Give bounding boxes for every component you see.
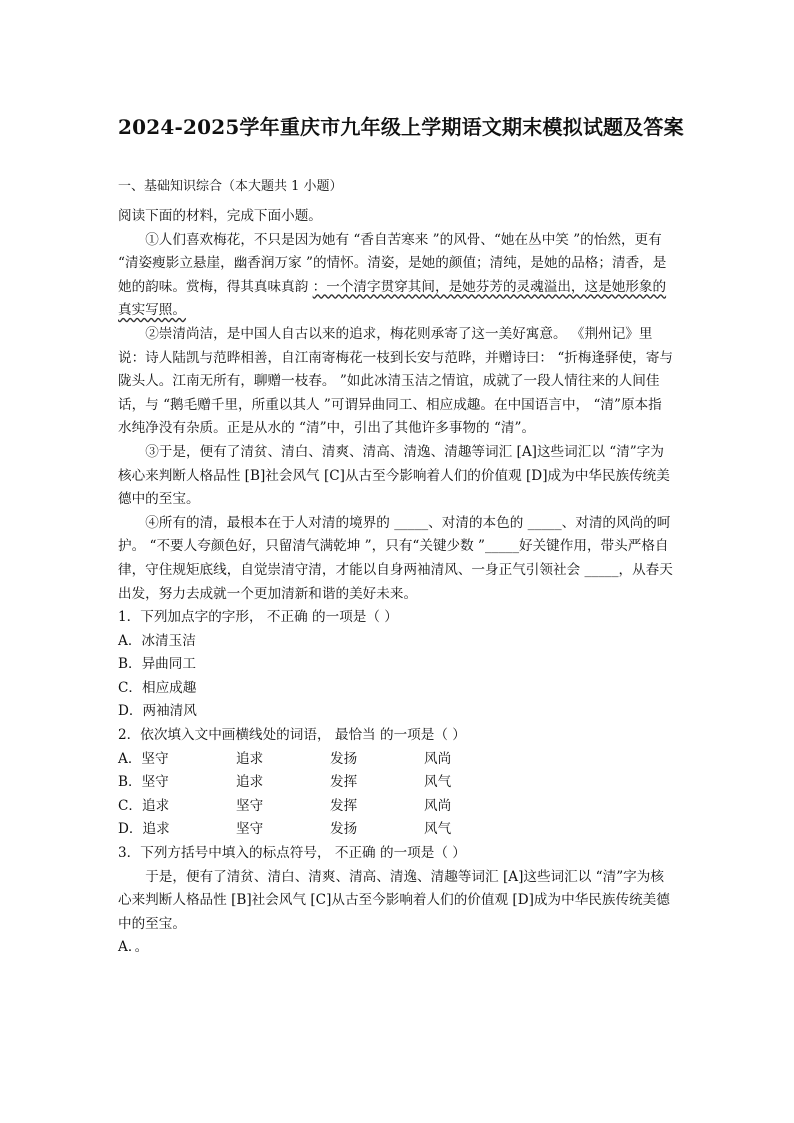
option-cell: 风尚 [424,797,452,814]
question-3-text: 于是，便有了清贫、清白、清爽、清高、清逸、清趣等词汇 [A]这些词汇以 “清”字为核心来判断人格品性 [B]社会风气 [C]从古至今影响着人们的价值观 [D]成为中华民族传统美德中的至宝。 [118,868,670,932]
question-3-option-a: A．。 [118,939,149,956]
option-cell: 坚守 [236,821,264,838]
option-cell: 发挥 [330,797,358,814]
question-2-option-d [118,818,674,842]
option-cell: B．坚守 [118,774,169,791]
option-cell: 风尚 [424,750,452,767]
option-cell: 风气 [424,821,452,838]
question-1: 1．下列加点字的字形， 不正确 的一项是（ ） [118,609,398,626]
option-cell: 发扬 [330,821,358,838]
option-cell: 追求 [236,750,264,767]
section-heading: 一、基础知识综合（本大题共 1 小题） [118,179,343,194]
option-cell: 追求 [236,774,264,791]
option-cell: D．追求 [118,821,170,838]
document-title: 2024-2025学年重庆市九年级上学期语文期末模拟试题及答案 [118,115,684,139]
option-cell: 发扬 [330,750,358,767]
option-cell: 发挥 [330,774,358,791]
paragraph-1-text: ①人们喜欢梅花，不只是因为她有 “香自苦寒来 ”的风骨、“她在丛中笑 ”的怡然，更有 “清姿瘦影立悬崖，幽香润万家 ”的情怀。清姿，是她的颜值；清纯，是她的品格；清香，是她的韵味。赏梅，得其真味真韵 [118,231,667,295]
question-1-option-d: D．两袖清风 [118,703,197,720]
option-cell: A．坚守 [118,750,169,767]
paragraph-4: ④所有的清，最根本在于人对清的境界的 _____、对清的本色的 _____、对清的风尚的呵护。 “不要人夸颜色好，只留清气满乾坤 ”，只有“关键少数 ”_____好关键作用，带头严格自律，守住规矩底线，自觉崇清守清，才能以自身两袖清风、一身正气引领社会 _____，从春天出发，努力去成就一个更加清新和谐的美好未来。 [118,514,673,602]
paragraph-3: ③于是，便有了清贫、清白、清爽、清高、清逸、清趣等词汇 [A]这些词汇以 “清”字为核心来判断人格品性 [B]社会风气 [C]从古至今影响着人们的价值观 [D]成为中华民族传统美德中的至宝。 [118,443,670,508]
question-1-option-c: C．相应成趣 [118,679,197,696]
question-1-option-a: A．冰清玉洁 [118,632,196,649]
reading-intro: 阅读下面的材料，完成下面小题。 [118,208,322,224]
paragraph-1 [118,229,674,323]
option-cell: 坚守 [236,797,264,814]
paragraph-1-underlined-text: ：一个清字贯穿其间，是她芬芳的灵魂溢出，这是她形象的真实写照。 [118,278,667,319]
document-body [118,205,674,960]
option-cell: 风气 [424,774,452,791]
question-2-option-b [118,771,674,795]
paragraph-2: ②崇清尚洁，是中国人自古以来的追求，梅花则承寄了这一美好寓意。 《荆州记》里说：诗人陆凯与范晔相善，自江南寄梅花一枝到长安与范晔，并赠诗曰： “折梅逢驿使，寄与陇头人。江南无所有，聊赠一枝春。 ”如此冰清玉洁之情谊，成就了一段人情往来的人间佳话，与 “鹅毛赠千里，所重以其人 ”可谓异曲同工、相应成趣。在中国语言中， “清”原本指水纯净没有杂质。正是从水的 “清”中，引出了其他许多事物的 “清”。 [118,325,674,437]
question-2-option-c [118,795,674,819]
question-2: 2．依次填入文中画横线处的词语， 最恰当 的一项是（ ） [118,727,466,744]
question-1-option-b: B．异曲同工 [118,656,196,673]
question-2-option-a [118,748,674,772]
option-cell: C．追求 [118,797,170,814]
question-3: 3．下列方括号中填入的标点符号， 不正确 的一项是（ ） [118,845,466,862]
